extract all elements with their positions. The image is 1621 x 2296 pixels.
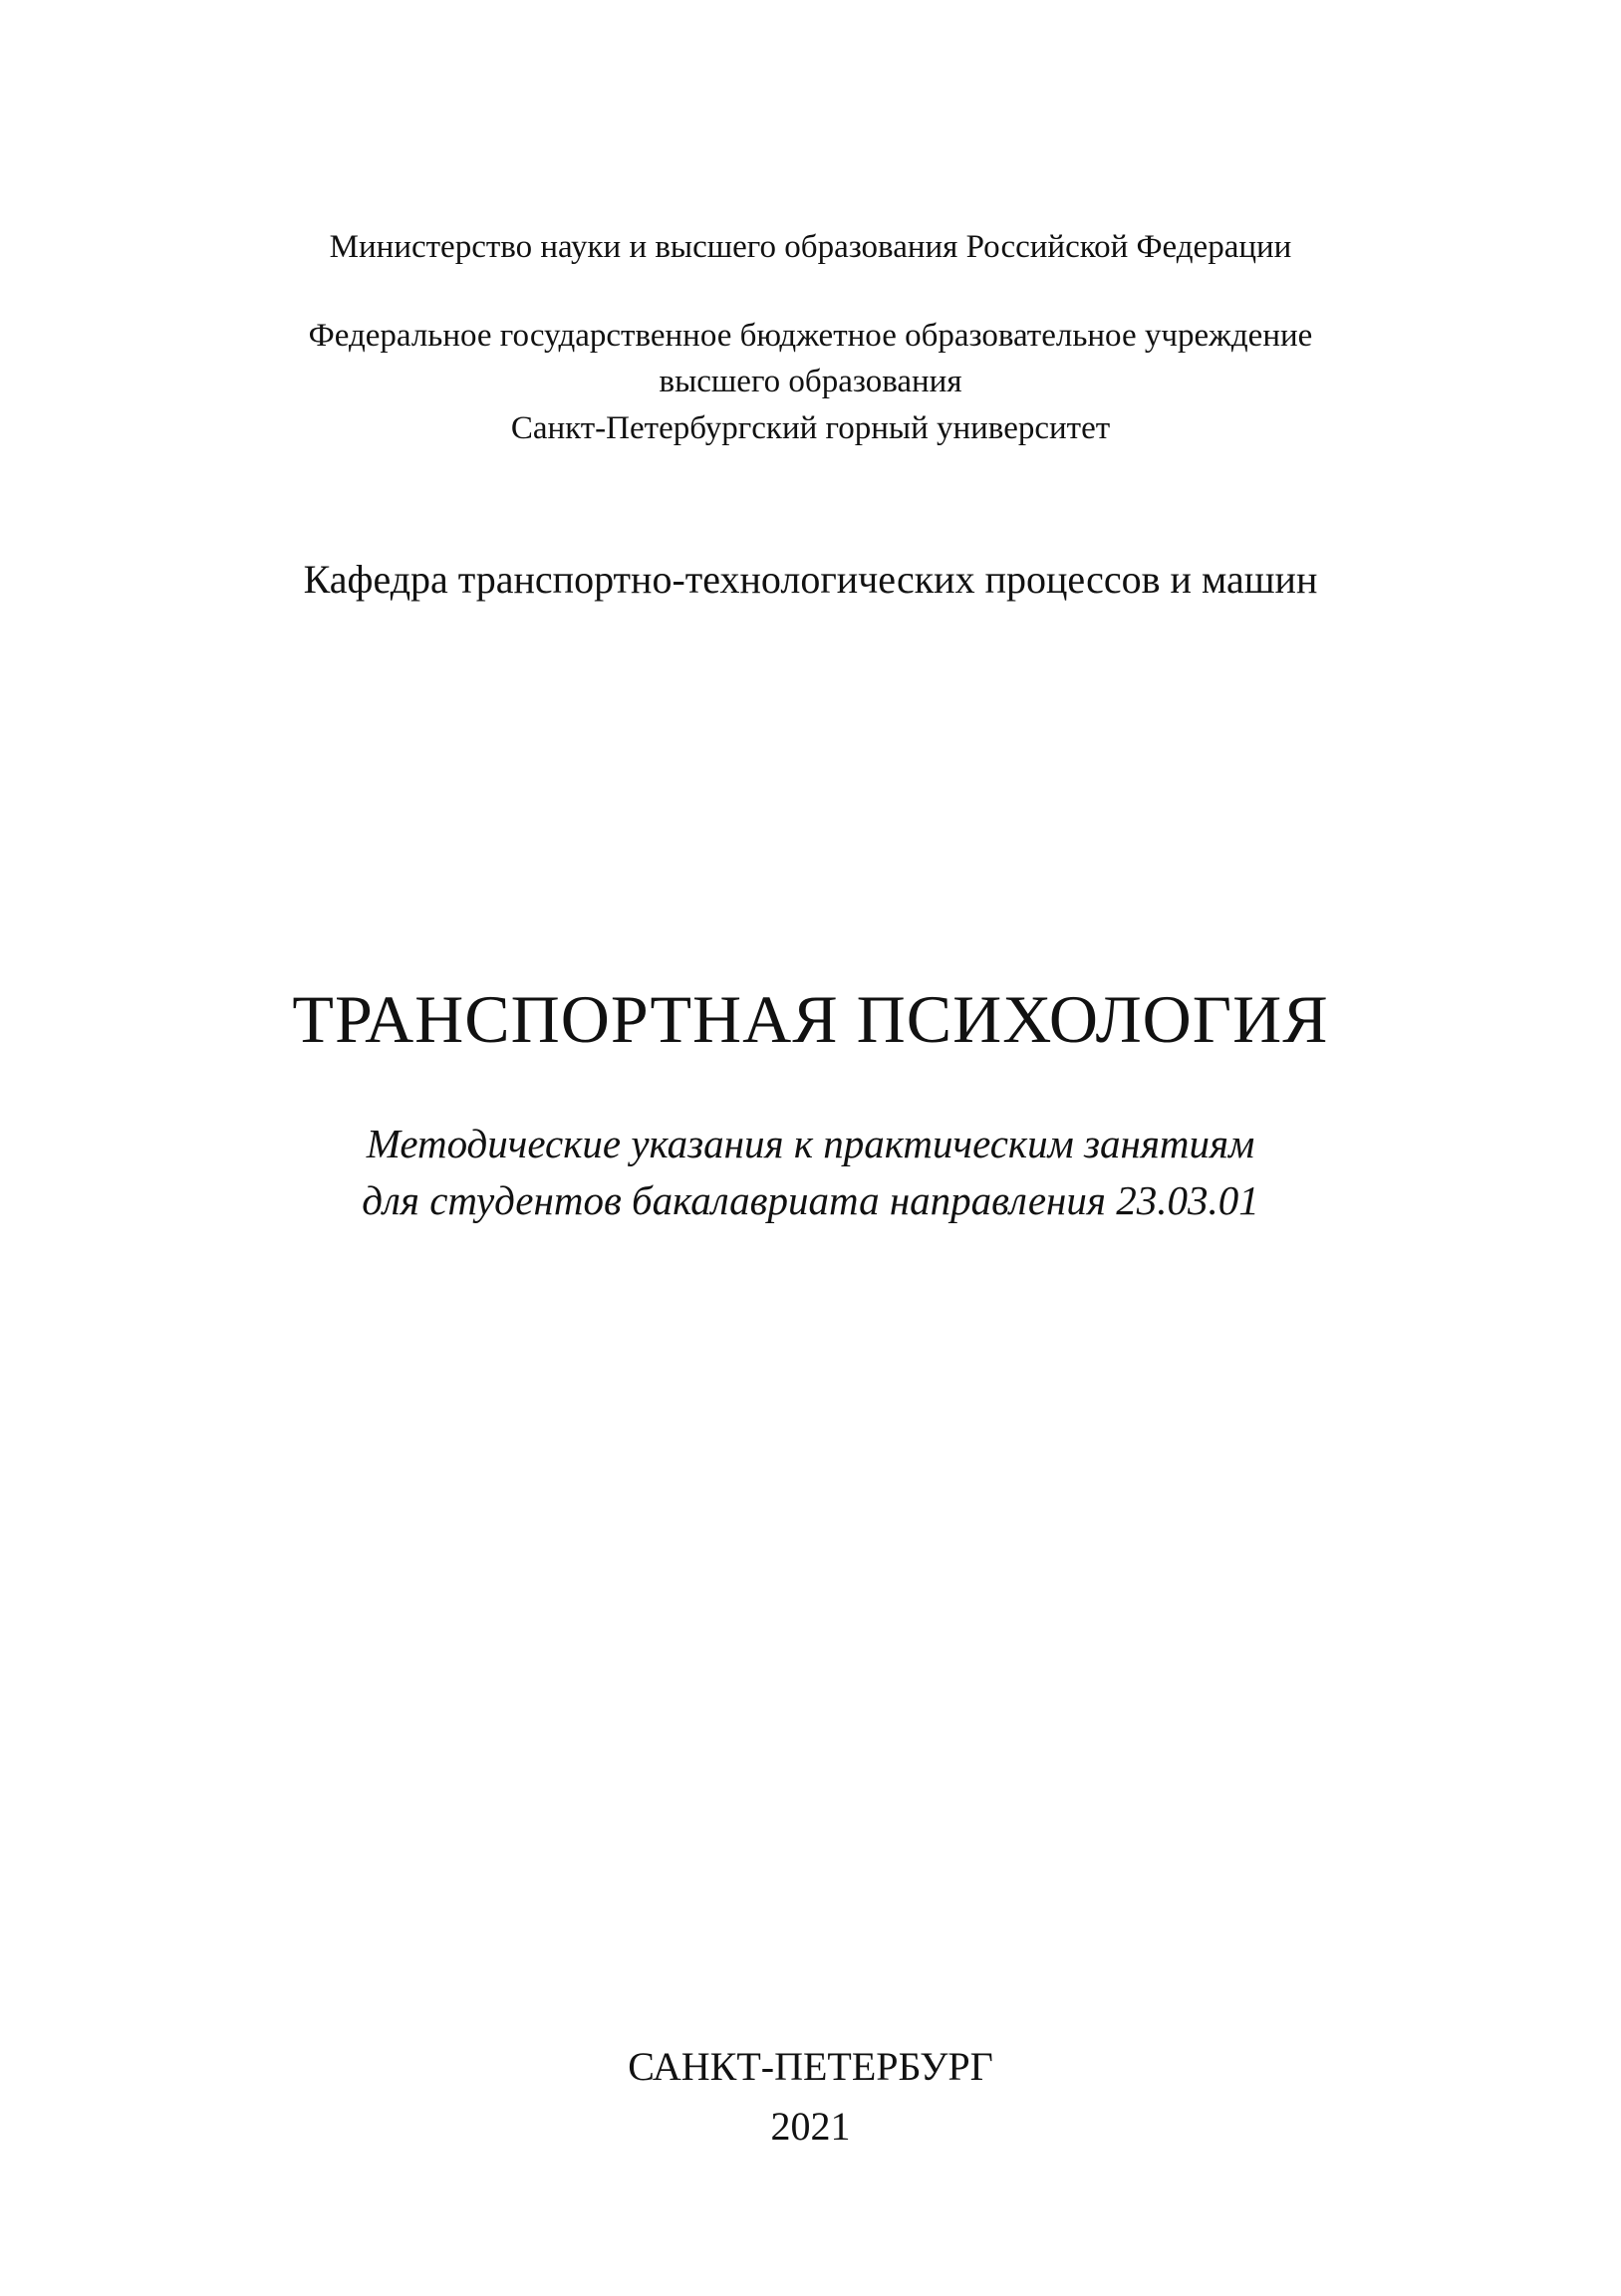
- institution-line-2: высшего образования: [659, 364, 962, 399]
- document-title: ТРАНСПОРТНАЯ ПСИХОЛОГИЯ: [292, 981, 1329, 1057]
- subtitle-line-1: Методические указания к практическим занятиям: [366, 1121, 1255, 1166]
- institution-line-3: Санкт-Петербургский горный университет: [510, 410, 1111, 446]
- city-line: САНКТ-ПЕТЕРБУРГ: [628, 2044, 993, 2089]
- year-line: 2021: [770, 2104, 851, 2149]
- subtitle-line-2: для студентов бакалавриата направления 23.03.01: [362, 1177, 1259, 1223]
- ministry-line: Министерство науки и высшего образования Российской Федерации: [329, 229, 1292, 265]
- institution-line-1: Федеральное государственное бюджетное образовательное учреждение: [308, 318, 1313, 354]
- department-line: Кафедра транспортно-технологических процессов и машин: [303, 557, 1318, 602]
